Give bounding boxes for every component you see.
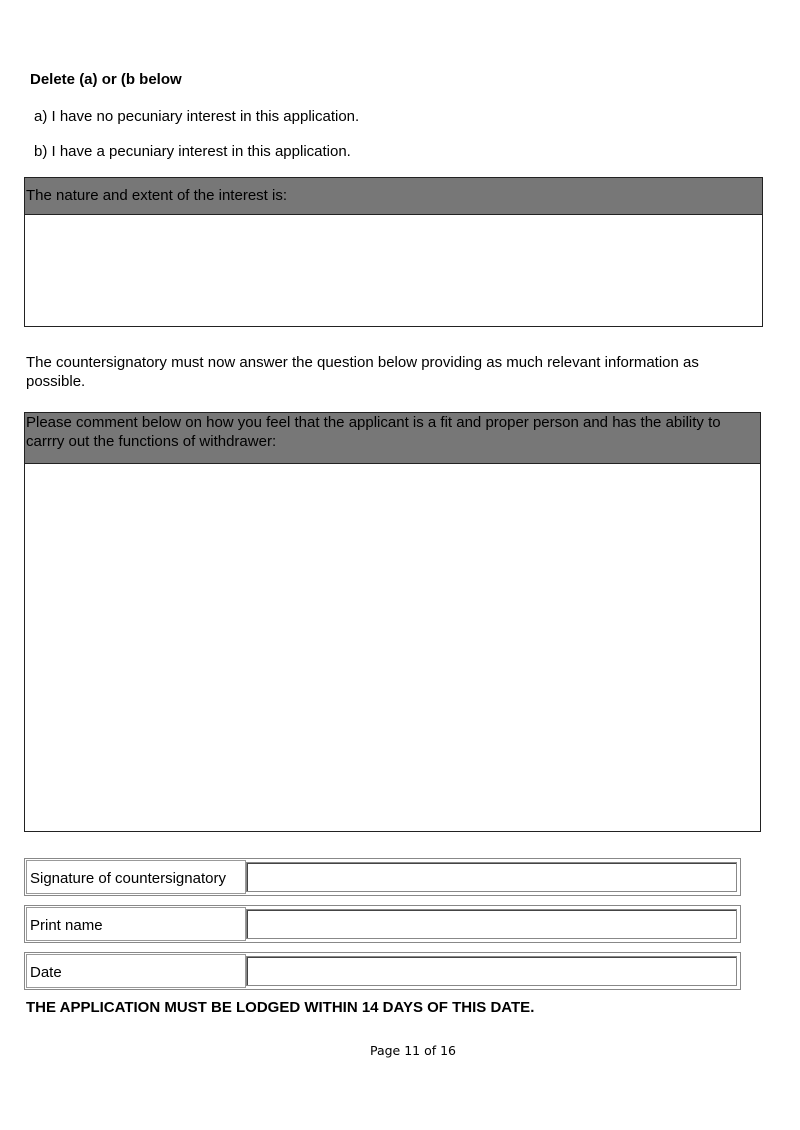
print-name-row — [24, 905, 741, 943]
page-number: Page 11 of 16 — [369, 1043, 457, 1058]
option-b-has-interest[interactable]: b) I have a pecuniary interest in this application. — [34, 143, 351, 160]
fit-and-proper-comment-field[interactable] — [25, 464, 760, 830]
interest-details-box — [24, 177, 763, 327]
fit-and-proper-comment-box — [24, 412, 761, 832]
delete-instruction-heading: Delete (a) or (b below — [30, 71, 182, 88]
signature-label: Signature of countersignatory — [26, 860, 246, 894]
date-field[interactable] — [246, 956, 737, 986]
date-label: Date — [26, 954, 246, 988]
countersignatory-instruction: The countersignatory must now answer the question below providing as much relevant information as possible. — [26, 354, 699, 390]
date-row — [24, 952, 741, 990]
option-a-no-interest[interactable]: a) I have no pecuniary interest in this application. — [34, 108, 360, 125]
interest-details-field[interactable] — [25, 215, 762, 325]
interest-box-header: The nature and extent of the interest is: — [25, 178, 762, 215]
print-name-label: Print name — [26, 907, 246, 941]
signature-row — [24, 858, 741, 896]
signature-field[interactable] — [246, 862, 737, 892]
comment-box-header: Please comment below on how you feel that the applicant is a fit and proper person and has the ability to carrry out the functions of withdrawer: — [25, 413, 760, 464]
print-name-field[interactable] — [246, 909, 737, 939]
lodgement-deadline-note: THE APPLICATION MUST BE LODGED WITHIN 14 DAYS OF THIS DATE. — [26, 999, 535, 1016]
